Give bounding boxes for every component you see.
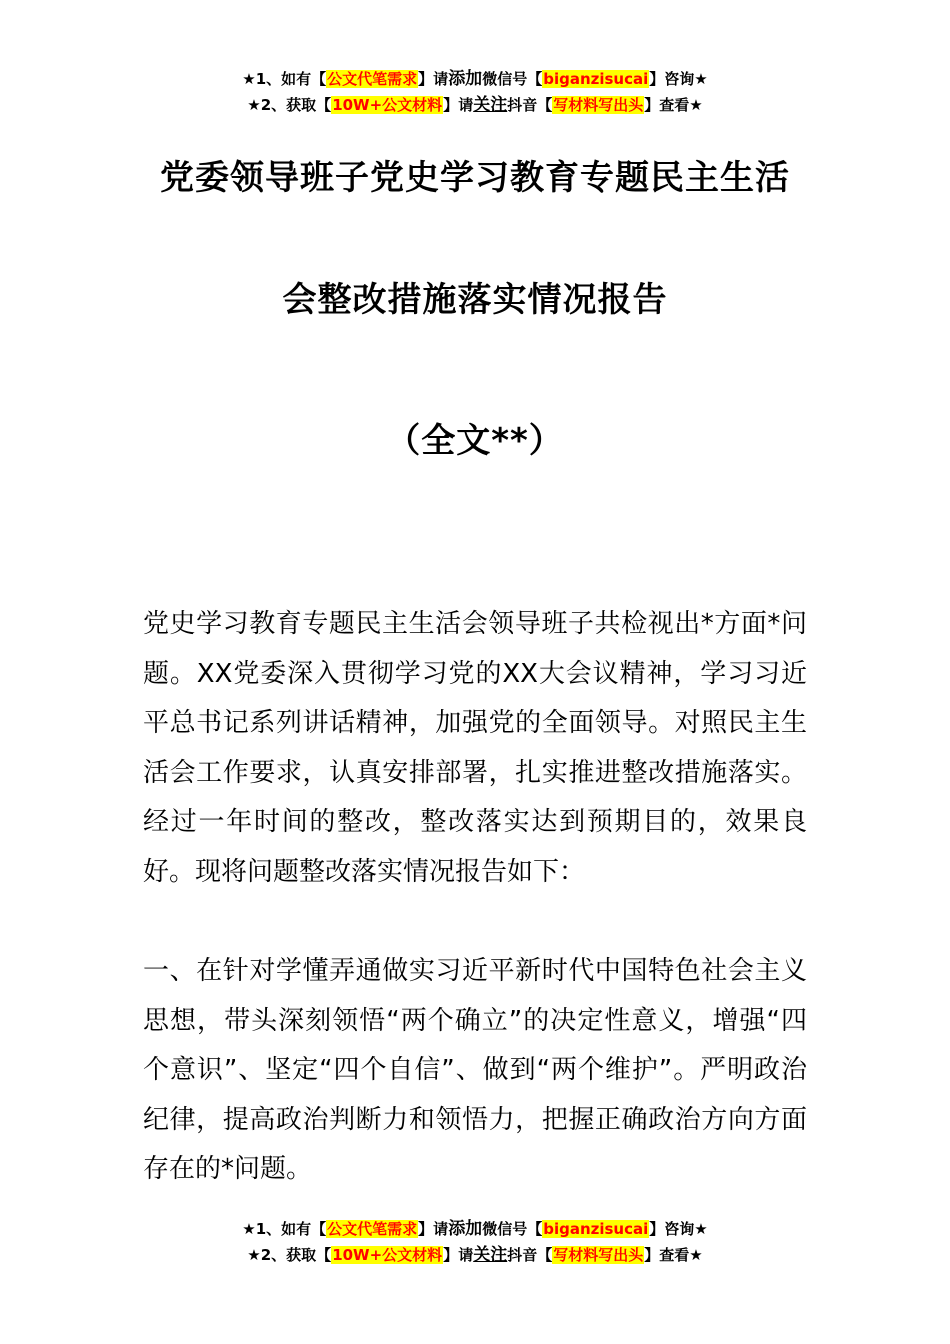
body-paragraph-section-1: 一、在针对学懂弄通做实习近平新时代中国特色社会主义思想，带头深刻领悟“两个确立”的决定性意义，增强“四个意识”、坚定“四个自信”、做到“两个维护”。严明政治纪律，提高政治判断力和领悟力，把握正确政治方向方面存在的*问题。 bbox=[143, 956, 807, 1184]
banner-line-2: ★2、获取【10W+公文材料】请关注抖音【写材料写出头】查看★ bbox=[247, 95, 703, 115]
highlight-douyin-account: 写材料写出头 bbox=[553, 96, 644, 114]
highlight-materials: 10W+公文材料 bbox=[332, 1246, 443, 1264]
highlight-materials: 10W+公文材料 bbox=[332, 96, 443, 114]
body-paragraph-intro: 党史学习教育专题民主生活会领导班子共检视出*方面*问题。XX党委深入贯彻学习党的XX大会议精神，学习习近平总书记系列讲话精神，加强党的全面领导。对照民主生活会工作要求，认真安排部署，扎实推进整改措施落实。经过一年时间的整改，整改落实达到预期目的，效果良好。现将问题整改落实情况报告如下： bbox=[143, 609, 807, 887]
header-banner bbox=[0, 66, 950, 118]
highlight-service: 公文代笔需求 bbox=[327, 1220, 418, 1238]
highlight-douyin-account: 写材料写出头 bbox=[553, 1246, 644, 1264]
banner-line-1: ★1、如有【公文代笔需求】请添加微信号【biganzisucai】咨询★ bbox=[242, 1219, 708, 1239]
banner-line-2: ★2、获取【10W+公文材料】请关注抖音【写材料写出头】查看★ bbox=[247, 1245, 703, 1265]
highlight-service: 公文代笔需求 bbox=[327, 70, 418, 88]
document-title-line-2: 会整改措施落实情况报告 bbox=[282, 280, 668, 320]
highlight-wechat-id: biganzisucai bbox=[543, 70, 649, 88]
document-title-line-3: （全文**） bbox=[386, 421, 564, 461]
footer-banner bbox=[0, 1216, 950, 1268]
highlight-wechat-id: biganzisucai bbox=[543, 1220, 649, 1238]
banner-line-1: ★1、如有【公文代笔需求】请添加微信号【biganzisucai】咨询★ bbox=[242, 69, 708, 89]
document-title-line-1: 党委领导班子党史学习教育专题民主生活 bbox=[160, 158, 790, 198]
